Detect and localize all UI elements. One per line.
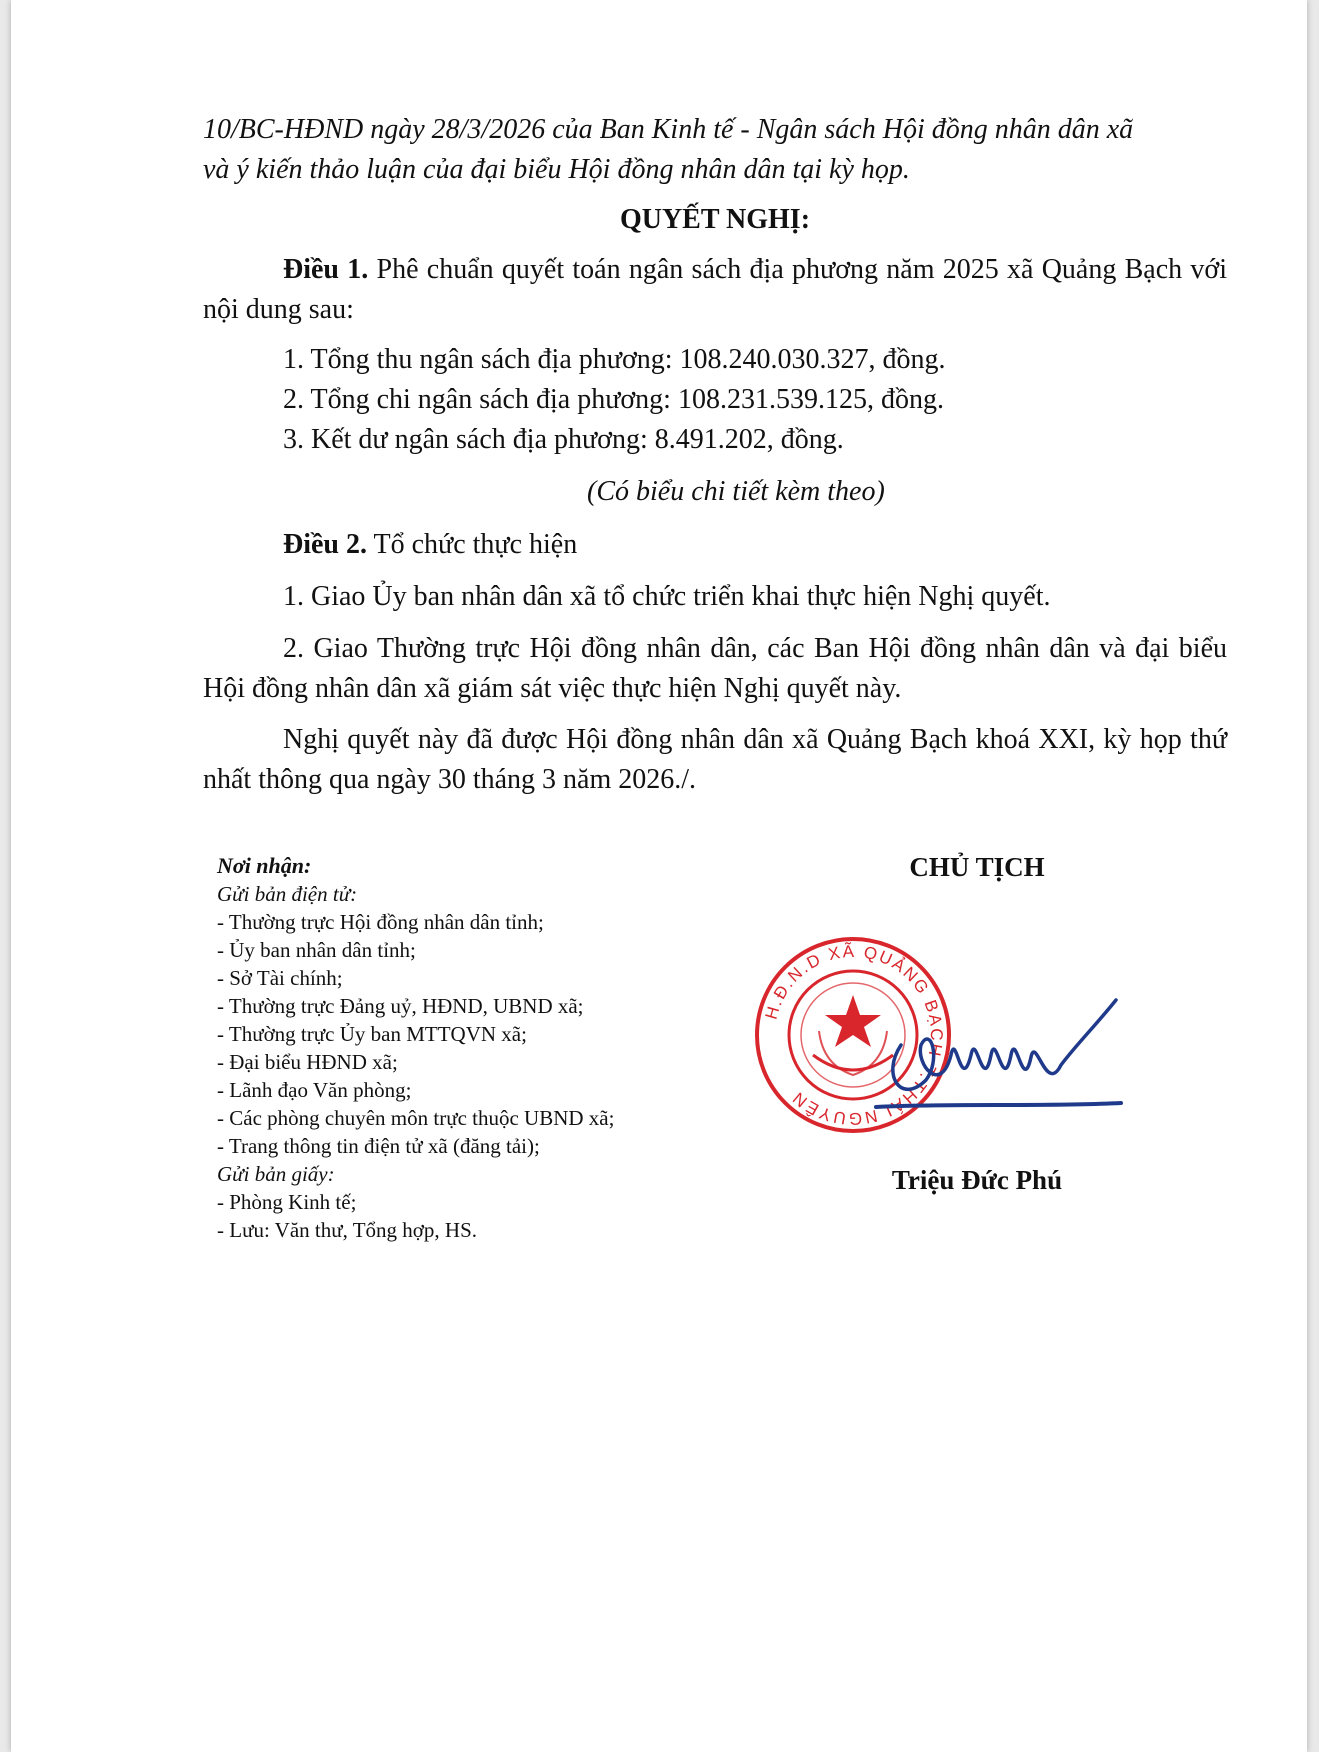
article-2-paragraph xyxy=(203,525,1227,565)
recipient-item: - Thường trực Hội đồng nhân dân tỉnh; xyxy=(217,910,544,934)
seal-text: H.Đ.N.D XÃ QUẢNG BẠCH T.THÁI NGUYÊN xyxy=(761,941,947,1129)
intro-paragraph xyxy=(203,110,1227,190)
recipient-item: - Trang thông tin điện tử xã (đăng tải); xyxy=(217,1134,540,1158)
article-2-item-2: 2. Giao Thường trực Hội đồng nhân dân, các Ban Hội đồng nhân dân và đại biểu Hội đồng nhân dân xã giám sát việc thực hiện Nghị quyết này. xyxy=(203,633,1227,704)
attachment-note: (Có biểu chi tiết kèm theo) xyxy=(587,476,885,507)
electronic-label: Gửi bản điện tử: xyxy=(217,882,358,906)
total-revenue-item: 1. Tổng thu ngân sách địa phương: 108.240.030.327, đồng. xyxy=(283,344,946,375)
intro-line-2: và ý kiến thảo luận của đại biểu Hội đồng nhân dân tại kỳ họp. xyxy=(203,154,910,185)
recipient-item: - Các phòng chuyên môn trực thuộc UBND xã; xyxy=(217,1106,615,1130)
signer-name: Triệu Đức Phú xyxy=(891,1165,1063,1195)
recipient-item: - Sở Tài chính; xyxy=(217,966,343,990)
recipient-item: - Phòng Kinh tế; xyxy=(217,1190,357,1214)
signer-title: CHỦ TỊCH xyxy=(909,852,1045,882)
recipient-item: - Lưu: Văn thư, Tổng hợp, HS. xyxy=(217,1218,478,1242)
total-expenditure-item: 2. Tổng chi ngân sách địa phương: 108.231.539.125, đồng. xyxy=(283,384,944,415)
recipients-title: Nơi nhận: xyxy=(217,853,312,878)
article-1-text: Phê chuẩn quyết toán ngân sách địa phương năm 2025 xã Quảng Bạch với nội dung sau: xyxy=(203,254,1227,325)
signature-icon xyxy=(871,985,1131,1125)
recipient-item: - Đại biểu HĐND xã; xyxy=(217,1050,398,1074)
article-1-paragraph xyxy=(203,250,1227,330)
paper-label: Gửi bản giấy: xyxy=(217,1162,335,1186)
recipient-item: - Lãnh đạo Văn phòng; xyxy=(217,1078,412,1102)
article-2-label: Điều 2. xyxy=(283,529,367,560)
intro-line-1: 10/BC-HĐND ngày 28/3/2026 của Ban Kinh tế - Ngân sách Hội đồng nhân dân xã xyxy=(203,114,1134,145)
article-1-items xyxy=(203,340,1227,460)
article-2-text: Tổ chức thực hiện xyxy=(367,529,578,560)
closing-paragraph: Nghị quyết này đã được Hội đồng nhân dân xã Quảng Bạch khoá XXI, kỳ họp thứ nhất thông qua ngày 30 tháng 3 năm 2026./. xyxy=(203,724,1227,795)
article-2-item-1: 1. Giao Ủy ban nhân dân xã tổ chức triển khai thực hiện Nghị quyết. xyxy=(283,581,1051,612)
recipient-item: - Thường trực Đảng uỷ, HĐND, UBND xã; xyxy=(217,994,584,1018)
document-page xyxy=(11,0,1307,1752)
recipients-block xyxy=(217,852,737,1244)
recipient-item: - Thường trực Ủy ban MTTQVN xã; xyxy=(217,1022,527,1046)
article-1-label: Điều 1. xyxy=(283,254,369,285)
recipient-item: - Ủy ban nhân dân tỉnh; xyxy=(217,938,416,962)
budget-surplus-item: 3. Kết dư ngân sách địa phương: 8.491.202, đồng. xyxy=(283,424,844,455)
resolution-heading: QUYẾT NGHỊ: xyxy=(619,204,811,235)
